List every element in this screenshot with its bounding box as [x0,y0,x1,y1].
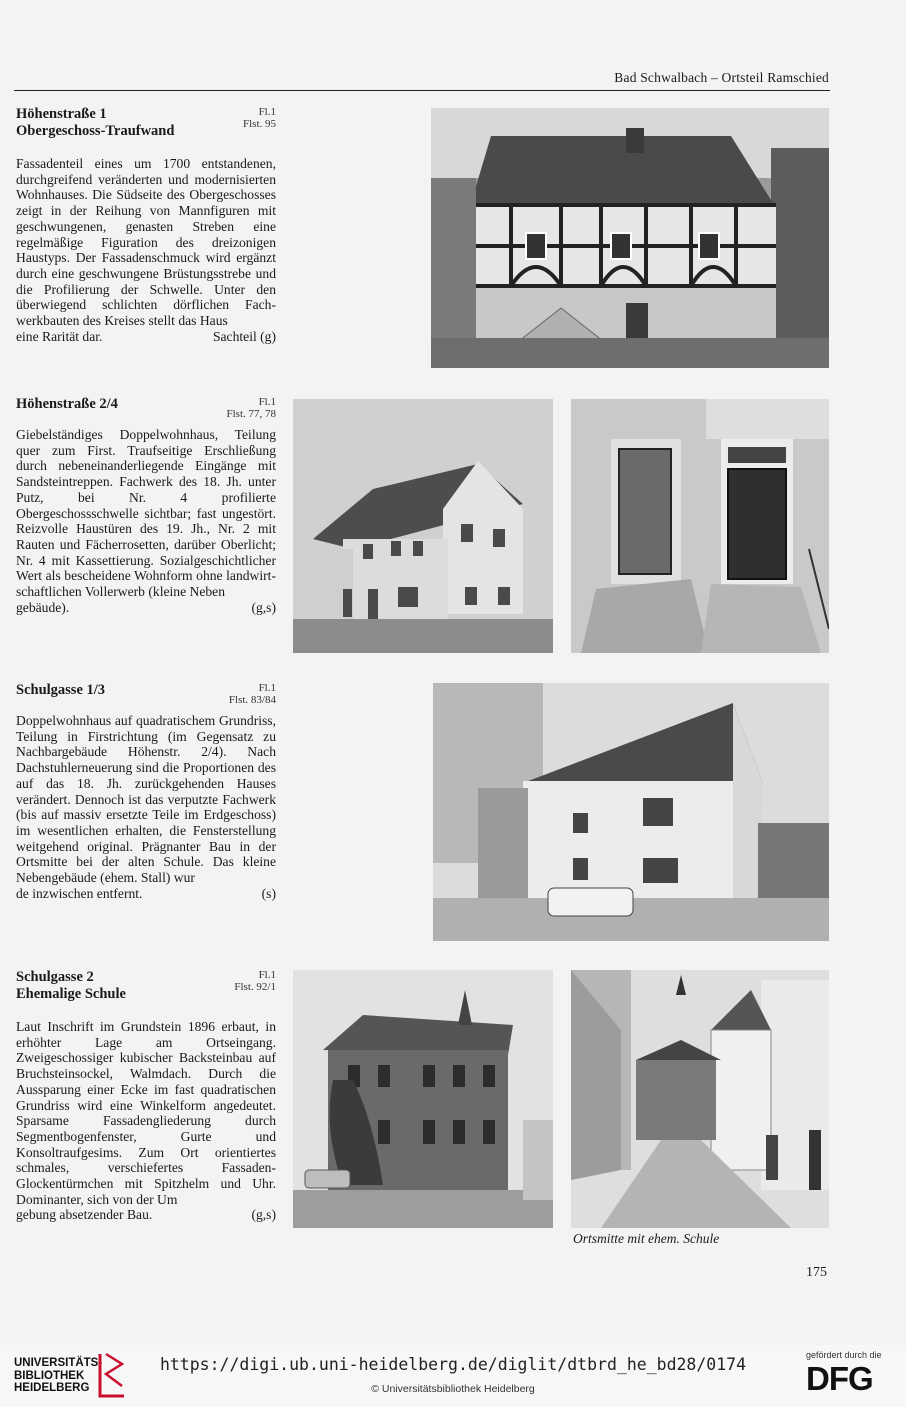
copyright-notice: © Universitätsbibliothek Heidelberg [371,1383,535,1395]
library-name-line3: HEIDELBERG [14,1382,90,1394]
entry-hoehenstrasse-2-4 [16,396,276,616]
funding-label: gefördert durch die [806,1350,882,1360]
entry-heading [16,682,276,706]
parcel-ref [234,969,276,993]
flst-number: Flst. 95 [242,118,276,130]
entry-last-line: gebäude). [16,599,70,615]
entry-text: Fassadenteil eines um 1700 entstandenen, durchgreifend veränderten und modernisierten Wohnhauses. Die Südseite des Obergeschosses zeigt in der Reihung von Mannfiguren mit geschwungenen, genasten Streben eine regelmäßige Figuration des dreizonigen Haustyps. Der Fassadenschmuck wird ergänzt durch eine geschwungene Brüstungsstrebe und die Profilierung der Schwelle. Unter den überwiegend schlichten dörflichen Fachwerkbauten des Kreises stellt das Haus [16,156,276,329]
entry-text-end [16,329,276,345]
entry-hoehenstrasse-1 [16,106,276,345]
flst-number: Flst. 83/84 [228,694,276,706]
flst-number: Flst. 92/1 [234,981,276,993]
fl-number: Fl.1 [258,396,276,408]
entry-text-end [16,886,276,902]
entry-heading [16,396,276,420]
page-number: 175 [806,1265,827,1280]
entry-heading [16,969,276,1003]
entry-schulgasse-1-3 [16,682,276,902]
entry-title: Höhenstraße 2/4 [16,396,118,412]
parcel-ref [243,106,276,130]
entry-schulgasse-2 [16,969,276,1223]
entry-tag: (g,s) [251,1207,276,1223]
dfg-logo: DFG [806,1360,873,1397]
entry-tag: (g,s) [251,599,276,615]
entry-title: Höhenstraße 1 [16,106,107,122]
photo-ortsmitte [571,970,829,1228]
entry-text-end [16,1207,276,1223]
running-header: Bad Schwalbach – Ortsteil Ramschied [614,70,829,85]
entry-text: Doppelwohnhaus auf quadratischem Grundriss, Teilung in Firstrichtung (im Gegensatz zu Nachbargebäude Höhenstr. 2/4). Nach Dachstuhlerneuerung sind die Proportionen des auf das 18. Jh. zurückgehenden Hauses verändert. Dennoch ist das verputzte Fachwerk (bis auf massiv ersetzte Teile im Erdgeschoss) im wesentlichen erhalten, die Fensterstellung weitgehend original. Prägnanter Bau in der Ortsmitte bei der alten Schule. Das kleine Nebengebäude (ehem. Stall) wur [16,713,276,886]
photo-ehemalige-schule [293,970,553,1228]
entry-last-line: de inzwischen entfernt. [16,885,143,901]
entry-heading [16,106,276,140]
photo-schulgasse-1-3 [433,683,829,941]
header-rule [14,90,830,91]
parcel-ref [229,682,276,706]
entry-subtitle: Ehemalige Schule [16,986,126,1002]
photo-hoehenstrasse-2-4-house [293,399,553,653]
entry-tag: (s) [261,885,276,901]
document-url-link[interactable]: https://digi.ub.uni-heidelberg.de/diglit/dtbrd_he_bd28/0174 [159,1355,747,1374]
entry-text: Giebelständiges Doppelwohnhaus, Teilung quer zum First. Traufseitige Erschließung durch nebeneinanderliegende Eingänge mit Sandsteintreppen. Fachwerk des 18. Jh. unter Putz, bei Nr. 4 profilierte Obergeschossschwelle sichtbar; fast ungestört. Reizvolle Haustüren des 19. Jh., Nr. 2 mit Rauten und Fächerrosetten, darüber Oberlicht; Nr. 4 mit Kassettierung. Sozialgeschichtlicher Wert als bescheidene Wohnform ohne landwirtschaftlichen Vollerwerb (kleine Neben [16,427,276,600]
entry-last-line: eine Rarität dar. [16,328,103,344]
photo-caption: Ortsmitte mit ehem. Schule [573,1231,720,1246]
photo-hoehenstrasse-1-facade [431,108,829,368]
library-name-line1: UNIVERSITÄTS- [14,1357,103,1369]
library-name-line2: BIBLIOTHEK [14,1369,85,1382]
entry-title: Schulgasse 2 [16,969,94,985]
flst-number: Flst. 77, 78 [226,408,276,420]
entry-text: Laut Inschrift im Grundstein 1896 erbaut, in erhöhter Lage am Ortseingang. Zweigeschossiger kubischer Backsteinbau auf Bruchsteinsockel, Walmdach. Durch die Aussparung einer Ecke im fast quadratischen Grundriss wird eine Winkelform angedeutet. Sparsame Fassadengliederung durch Segmentbogenfenster, Gurte und Konsoltraufgesims. Zum Ort orientiertes schmales, verschiefertes Fassaden-Glockentürmchen mit Spitzhelm und Uhr. Dominanter, sich von der Um [16,1019,276,1207]
entry-last-line: gebung absetzender Bau. [16,1207,153,1223]
fl-number: Fl.1 [258,682,276,694]
entry-title: Schulgasse 1/3 [16,682,106,698]
entry-text-end [16,600,276,616]
fl-number: Fl.1 [258,969,276,981]
photo-hoehenstrasse-2-4-doors [571,399,829,653]
parcel-ref [226,396,276,420]
entry-subtitle: Obergeschoss-Traufwand [16,123,175,139]
entry-tag: Sachteil (g) [212,328,276,344]
fl-number: Fl.1 [258,106,276,118]
